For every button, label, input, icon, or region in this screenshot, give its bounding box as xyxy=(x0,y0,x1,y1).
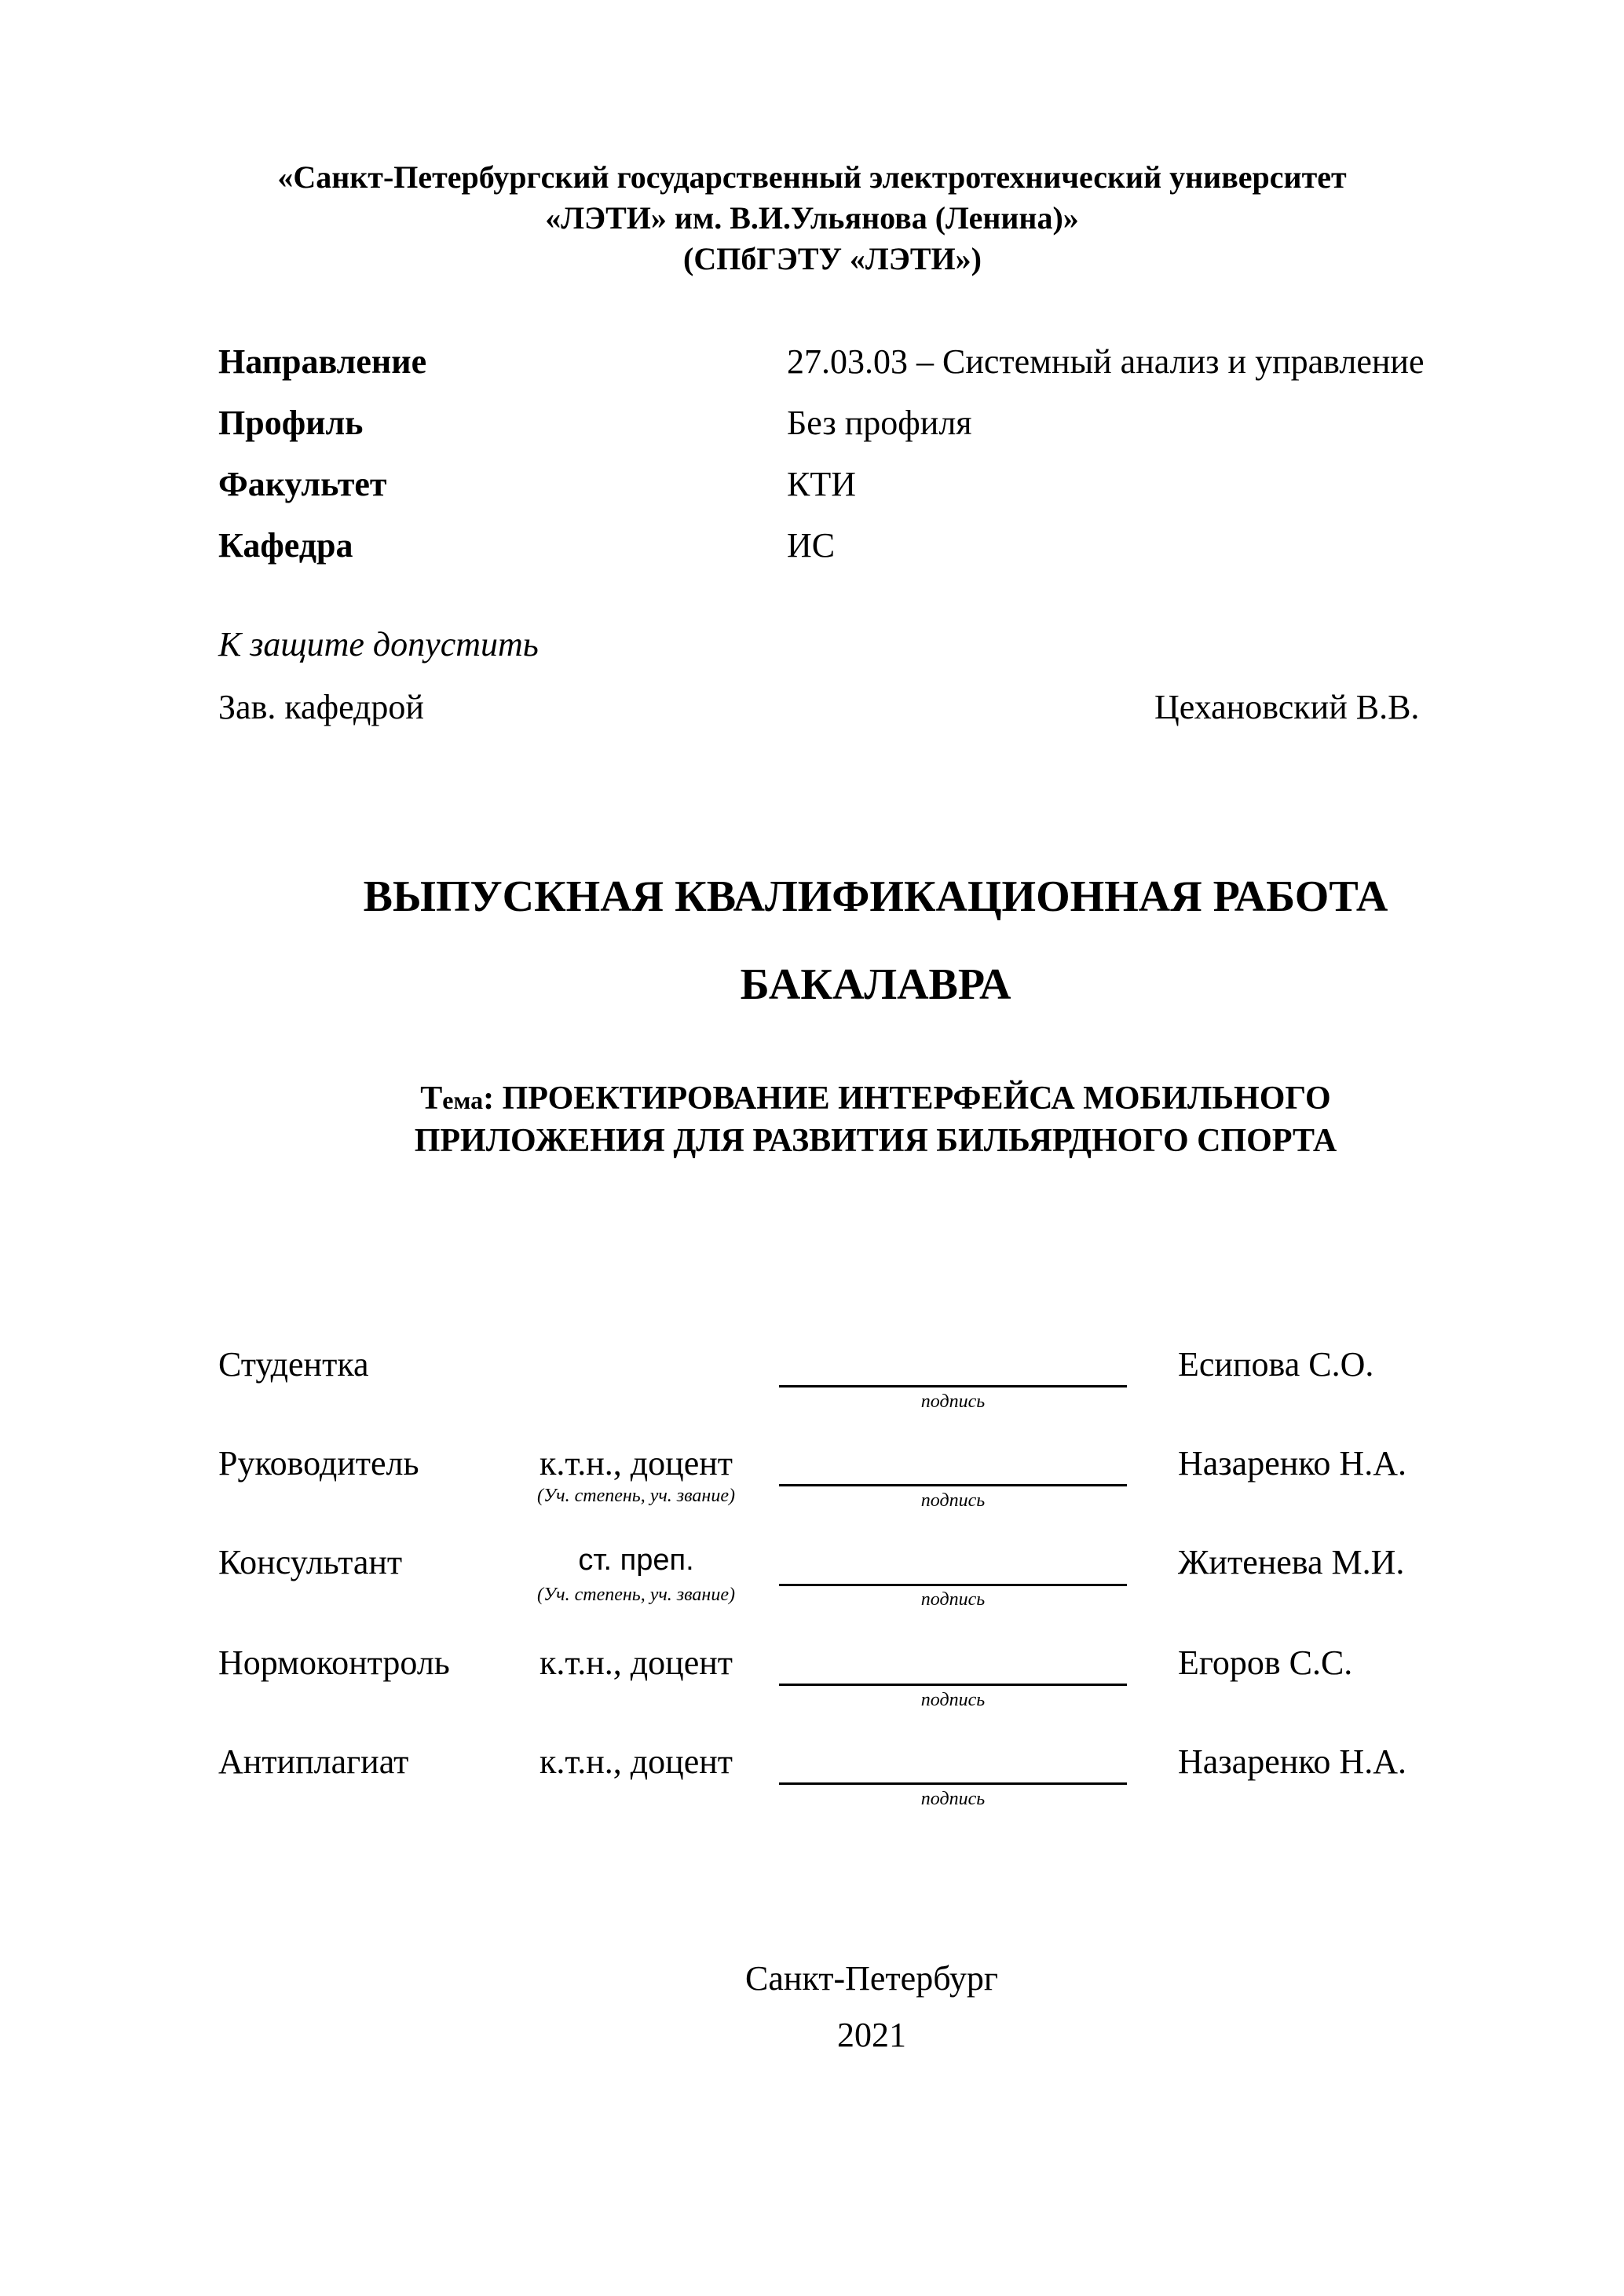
signature-degree: к.т.н., доцент xyxy=(539,1742,733,1781)
signature-role: Студентка xyxy=(218,1345,369,1384)
university-name-line2: «ЛЭТИ» им. В.И.Ульянова (Ленина)» xyxy=(545,200,1079,236)
theme-prefix-first: Т xyxy=(420,1080,443,1117)
signature-caption: подпись xyxy=(920,1490,986,1511)
footer-city: Санкт-Петербург xyxy=(745,1959,998,1998)
signature-caption: подпись xyxy=(920,1391,986,1412)
signature-name: Егоров С.С. xyxy=(1178,1643,1353,1682)
info-value-direction: 27.03.03 – Системный анализ и управление xyxy=(787,342,1425,381)
signature-line xyxy=(779,1484,1127,1486)
signature-name: Назаренко Н.А. xyxy=(1178,1444,1406,1483)
work-title-line1: ВЫПУСКНАЯ КВАЛИФИКАЦИОННАЯ РАБОТА xyxy=(363,872,1388,921)
signature-name: Назаренко Н.А. xyxy=(1178,1742,1406,1781)
signature-name: Житенева М.И. xyxy=(1178,1543,1405,1581)
info-value-faculty: КТИ xyxy=(787,465,856,503)
admission-name: Цехановский В.В. xyxy=(1154,688,1420,726)
signature-degree: к.т.н., доцент xyxy=(539,1643,733,1682)
degree-caption: (Уч. степень, уч. звание) xyxy=(537,1486,735,1506)
info-label-department: Кафедра xyxy=(218,526,353,565)
signature-line xyxy=(779,1385,1127,1387)
theme-line2: ПРИЛОЖЕНИЯ ДЛЯ РАЗВИТИЯ БИЛЬЯРДНОГО СПОРТА xyxy=(414,1123,1337,1159)
signature-role: Руководитель xyxy=(218,1444,419,1483)
signature-name: Есипова С.О. xyxy=(1178,1345,1374,1384)
signature-role: Нормоконтроль xyxy=(218,1643,450,1682)
theme-colon: : xyxy=(483,1080,495,1117)
work-title-line2: БАКАЛАВРА xyxy=(740,960,1011,1009)
signature-degree: к.т.н., доцент xyxy=(539,1444,733,1483)
signature-degree: ст. преп. xyxy=(578,1544,694,1577)
info-label-faculty: Факультет xyxy=(218,465,387,503)
signature-line xyxy=(779,1584,1127,1586)
degree-caption: (Уч. степень, уч. звание) xyxy=(537,1585,735,1605)
signature-line xyxy=(779,1684,1127,1686)
info-label-profile: Профиль xyxy=(218,404,364,442)
theme-prefix-rest: ема xyxy=(442,1086,484,1114)
admission-note: К защите допустить xyxy=(218,625,539,664)
footer-year: 2021 xyxy=(837,2016,906,2054)
info-value-department: ИС xyxy=(787,526,836,565)
signature-role: Консультант xyxy=(218,1543,403,1581)
info-value-profile: Без профиля xyxy=(787,404,972,442)
theme-text-line1: ПРОЕКТИРОВАНИЕ ИНТЕРФЕЙСА МОБИЛЬНОГО xyxy=(494,1080,1331,1117)
info-label-direction: Направление xyxy=(218,342,427,381)
university-name-line1: «Санкт-Петербургский государственный электротехнический университет xyxy=(277,159,1347,195)
theme-line1 xyxy=(0,1077,1624,1121)
university-abbreviation: (СПбГЭТУ «ЛЭТИ») xyxy=(683,241,982,276)
admission-role: Зав. кафедрой xyxy=(218,688,424,726)
signature-line xyxy=(779,1782,1127,1785)
signature-caption: подпись xyxy=(920,1789,986,1809)
signature-role: Антиплагиат xyxy=(218,1742,409,1781)
signature-caption: подпись xyxy=(920,1589,986,1610)
signature-caption: подпись xyxy=(920,1690,986,1710)
